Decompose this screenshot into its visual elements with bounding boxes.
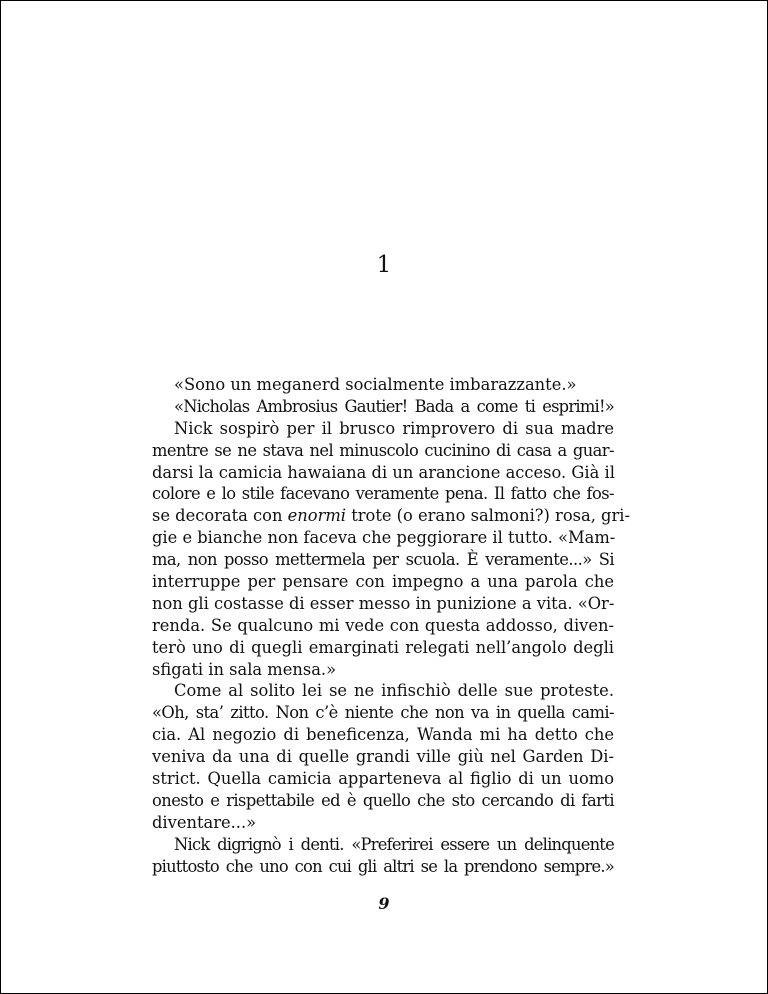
text-line: Come al solito lei se ne infischiò delle sue proteste. (174, 681, 614, 701)
text-line: piuttosto che uno con cui gli altri se la prendono sempre.» (152, 856, 614, 876)
emphasis: enormi (287, 506, 347, 526)
text-fragment: se decorata con (152, 506, 283, 526)
body-text (152, 374, 630, 877)
text-line: darsi la camicia hawaiana di un arancione acceso. Già il (152, 462, 615, 482)
text-line: onesto e rispettabile ed è quello che sto cercando di farti (152, 790, 614, 810)
text-line: renda. Se qualcuno mi vede con questa addosso, diven- (152, 615, 614, 635)
text-line: gie e bianche non faceva che peggiorare il tutto. «Mam- (152, 528, 616, 548)
text-fragment: trote (o erano salmoni?) rosa, gri- (351, 506, 630, 526)
text-line: veniva da una di quelle grandi ville giù nel Garden Di- (152, 747, 614, 767)
text-line: strict. Quella camicia apparteneva al figlio di un uomo (152, 769, 614, 789)
text-line (152, 505, 630, 527)
text-line: «Sono un meganerd socialmente imbarazzante.» (174, 375, 577, 394)
text-line: ma, non posso mettermela per scuola. È veramente...» Si (152, 550, 614, 570)
text-line: colore e lo stile facevano veramente pena. Il fatto che fos- (152, 484, 614, 504)
text-line: mentre se ne stava nel minuscolo cucinino di casa a guar- (152, 440, 614, 460)
text-line: non gli costasse di esser messo in punizione a vita. «Or- (152, 593, 615, 613)
chapter-number: 1 (376, 252, 392, 278)
text-line: «Nicholas Ambrosius Gautier! Bada a come ti esprimi!» (174, 396, 614, 416)
text-line: Nick digrignò i denti. «Preferirei essere un delinquente (174, 834, 614, 854)
text-line: diventare...» (152, 812, 257, 832)
text-line: terò uno di quegli emarginati relegati nell’angolo degli (152, 637, 614, 657)
text-line: interruppe per pensare con impegno a una parola che (152, 572, 614, 592)
text-line: sfigati in sala mensa.» (152, 659, 337, 679)
text-line: cia. Al negozio di beneficenza, Wanda mi ha detto che (152, 725, 614, 745)
page-number: 9 (378, 894, 390, 913)
text-line: Nick sospirò per il brusco rimprovero di sua madre (174, 418, 614, 438)
text-line: «Oh, sta’ zitto. Non c’è niente che non va in quella cami- (152, 703, 614, 723)
